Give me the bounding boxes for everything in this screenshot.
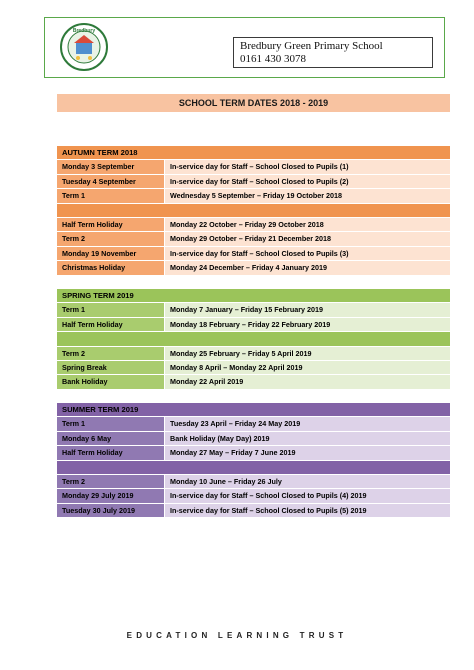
table-row xyxy=(57,474,450,488)
svg-text:Bredbury: Bredbury xyxy=(72,28,96,34)
school-name: Bredbury Green Primary School xyxy=(240,40,383,52)
row-label: Spring Break xyxy=(57,361,164,374)
table-row xyxy=(57,174,450,188)
row-label: Monday 6 May xyxy=(57,432,164,445)
row-label: Term 2 xyxy=(57,347,164,360)
table-spacer-row xyxy=(57,203,450,217)
spring-term-table xyxy=(57,289,450,389)
row-value: Bank Holiday (May Day) 2019 xyxy=(164,432,450,445)
row-label: Half Term Holiday xyxy=(57,318,164,331)
table-row xyxy=(57,260,450,274)
school-phone: 0161 430 3078 xyxy=(240,53,306,65)
table-row xyxy=(57,503,450,517)
row-label: Monday 29 July 2019 xyxy=(57,489,164,502)
row-value: Monday 7 January – Friday 15 February 2019 xyxy=(164,303,450,316)
row-value: Monday 29 October – Friday 21 December 2018 xyxy=(164,232,450,245)
row-value: Monday 8 April – Monday 22 April 2019 xyxy=(164,361,450,374)
term-title: SUMMER TERM 2019 xyxy=(62,405,139,414)
row-value: In-service day for Staff – School Closed to Pupils (4) 2019 xyxy=(164,489,450,502)
table-row xyxy=(57,445,450,459)
row-label: Term 1 xyxy=(57,189,164,202)
autumn-term-header xyxy=(57,146,450,159)
table-row xyxy=(57,217,450,231)
row-label: Tuesday 30 July 2019 xyxy=(57,504,164,517)
table-row xyxy=(57,488,450,502)
table-spacer-row xyxy=(57,331,450,345)
footer-trust-name: EDUCATION LEARNING TRUST xyxy=(126,631,348,640)
spring-term-header xyxy=(57,289,450,302)
row-label: Term 2 xyxy=(57,232,164,245)
row-label: Monday 19 November xyxy=(57,247,164,260)
table-row xyxy=(57,317,450,331)
table-row xyxy=(57,302,450,316)
row-label: Term 1 xyxy=(57,417,164,430)
row-label: Half Term Holiday xyxy=(57,446,164,459)
table-row xyxy=(57,431,450,445)
autumn-term-table xyxy=(57,146,450,275)
row-value: In-service day for Staff – School Closed to Pupils (3) xyxy=(164,247,450,260)
row-label: Term 2 xyxy=(57,475,164,488)
row-value: Monday 10 June – Friday 26 July xyxy=(164,475,450,488)
term-title: SPRING TERM 2019 xyxy=(62,291,134,300)
summer-term-header xyxy=(57,403,450,416)
table-row xyxy=(57,159,450,173)
table-row xyxy=(57,246,450,260)
row-value: Tuesday 23 April – Friday 24 May 2019 xyxy=(164,417,450,430)
row-value: In-service day for Staff – School Closed to Pupils (2) xyxy=(164,175,450,188)
row-label: Tuesday 4 September xyxy=(57,175,164,188)
table-spacer-row xyxy=(57,460,450,474)
table-row xyxy=(57,188,450,202)
table-row xyxy=(57,231,450,245)
row-label: Bank Holiday xyxy=(57,375,164,388)
term-title: AUTUMN TERM 2018 xyxy=(62,148,138,157)
row-label: Christmas Holiday xyxy=(57,261,164,274)
row-value: Monday 27 May – Friday 7 June 2019 xyxy=(164,446,450,459)
row-value: Monday 18 February – Friday 22 February 2019 xyxy=(164,318,450,331)
row-label: Monday 3 September xyxy=(57,160,164,173)
school-logo xyxy=(58,22,110,72)
row-value: In-service day for Staff – School Closed to Pupils (5) 2019 xyxy=(164,504,450,517)
row-value: Monday 25 February – Friday 5 April 2019 xyxy=(164,347,450,360)
table-row xyxy=(57,374,450,388)
page-title: SCHOOL TERM DATES 2018 - 2019 xyxy=(57,94,450,112)
summer-term-table xyxy=(57,403,450,517)
row-label: Half Term Holiday xyxy=(57,218,164,231)
row-value: Wednesday 5 September – Friday 19 October 2018 xyxy=(164,189,450,202)
school-info-box xyxy=(233,37,433,68)
table-row xyxy=(57,416,450,430)
row-label: Term 1 xyxy=(57,303,164,316)
table-row xyxy=(57,346,450,360)
table-row xyxy=(57,360,450,374)
row-value: In-service day for Staff – School Closed to Pupils (1) xyxy=(164,160,450,173)
row-value: Monday 22 April 2019 xyxy=(164,375,450,388)
row-value: Monday 24 December – Friday 4 January 2019 xyxy=(164,261,450,274)
row-value: Monday 22 October – Friday 29 October 2018 xyxy=(164,218,450,231)
